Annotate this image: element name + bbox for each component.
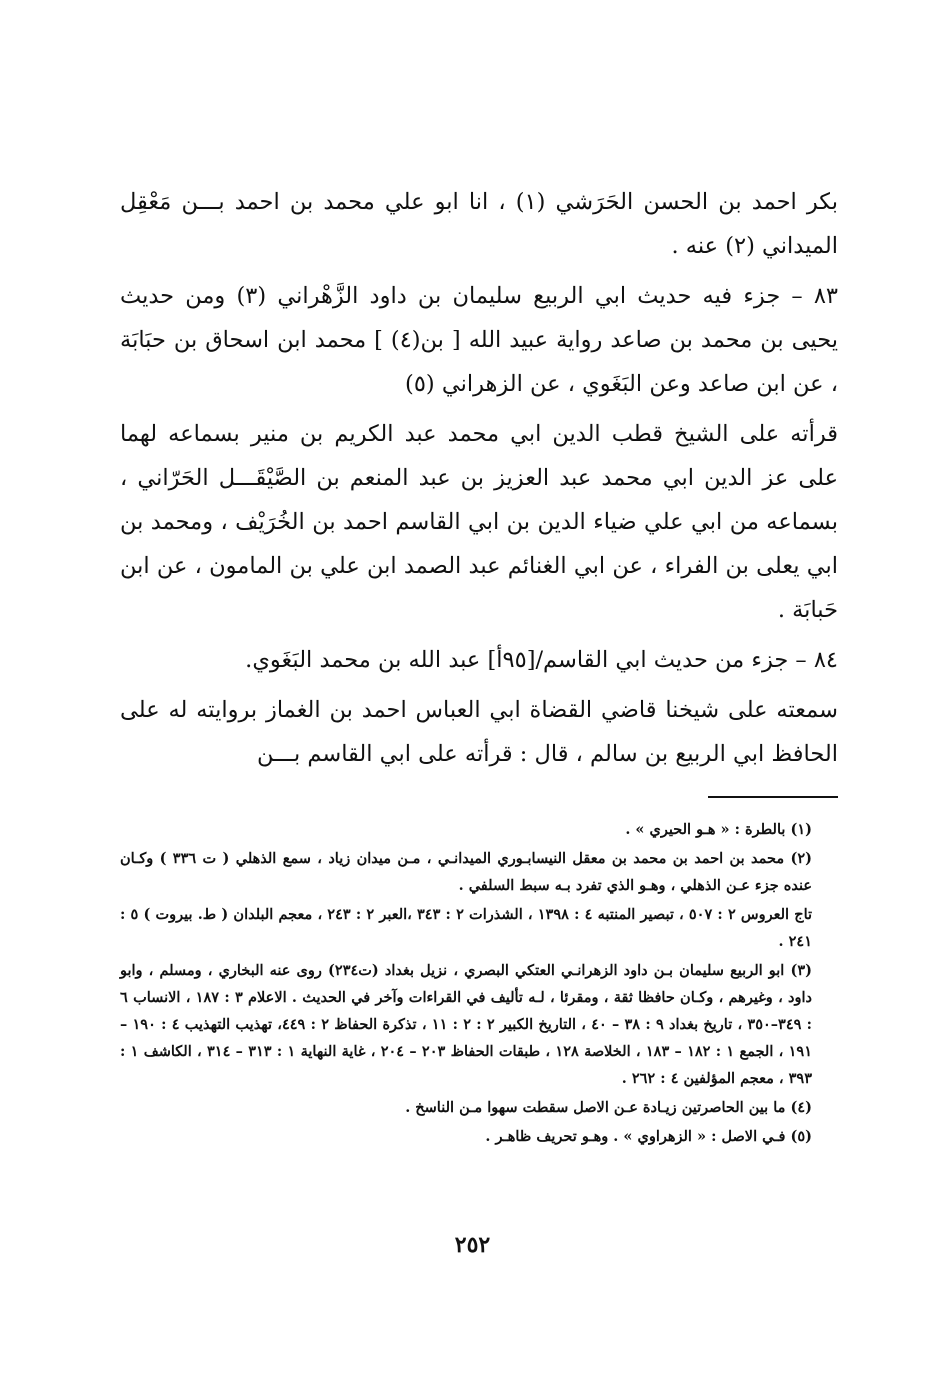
page-number: ٢٥٢ [454, 1232, 491, 1258]
paragraph-continuation: بكر احمد بن الحسن الحَرَشي (١) ، انا ابو علي محمد بن احمد بـــن مَعْقِل الميداني (٢) عنه . [120, 189, 838, 259]
entry-83: ٨٣ – جزء فيه حديث ابي الربيع سليمان بن داود الزَّهْراني (٣) ومن حديث يحيى بن محمد بن صاعد رواية عبيد الله [ بن(٤) ] محمد ابن اسحاق بن حبَابَة ، عن ابن صاعد وعن البَغَوي ، عن الزهراني (٥) [120, 283, 839, 397]
footnote-2-sources: تاج العروس ٢ : ٥٠٧ ، تبصير المنتبه ٤ : ١٣٩٨ ، الشذرات ٢ : ٣٤٣ ،العبر ٢ : ٢٤٣ ، معجم البلدان ( ط. بيروت ) ٥ : ٢٤١ . [120, 906, 813, 950]
footnote-2: (٢) محمد بن احمد بن محمد بن معقل النيسابـوري الميدانـي ، مـن ميدان زياد ، سمع الذهلي ( ت ٣٣٦ ) وكـان عنده جزء عـن الذهلي ، وهـو الذي تفرد بـه سبط السلفي . [120, 850, 812, 894]
entry-84-chain: سمعته على شيخنا قاضي القضاة ابي العباس احمد بن الغماز بروايته له على الحافظ ابي الربيع بن سالم ، قال : قرأته على ابي القاسم بـــن [120, 697, 838, 767]
footnote-4: (٤) ما بين الحاصرتين زيـادة عـن الاصل سقطت سهوا مـن الناسخ . [405, 1099, 812, 1116]
footnote-5: (٥) فـي الاصل : « الزهراوي » . وهـو تحريف ظاهـر . [485, 1128, 812, 1145]
footnote-separator [708, 796, 838, 798]
page-content [120, 180, 838, 1152]
footnote-3: (٣) ابو الربيع سليمان بـن داود الزهرانـي العتكي البصري ، نزيل بغداد (ت٢٣٤) روى عنه البخاري ، ومسلم ، وابو داود ، وغيرهم ، وكـان حافظا ثقة ، ومقرئا ، لـه تأليف في القراءات وآخر في الحديث . الاعلام ٣ : ١٨٧ ، الانساب ٦ : ٣٤٩–٣٥٠ ، تاريخ بغداد ٩ : ٣٨ – ٤٠ ، التاريخ الكبير ٢ : ٢ : ١١ ، تذكرة الحفاظ ٢ : ٤٤٩، تهذيب التهذيب ٤ : ١٩٠ – ١٩١ ، الجمع ١ : ١٨٢ – ١٨٣ ، الخلاصة ١٢٨ ، طبقات الحفاظ ٢٠٣ – ٢٠٤ ، غاية النهاية ١ : ٣١٣ – ٣١٤ ، الكاشف ١ : ٣٩٣ ، معجم المؤلفين ٤ : ٢٦٢ . [120, 962, 813, 1087]
entry-84: ٨٤ – جزء من حديث ابي القاسم/[٩٥أ] عبد الله بن محمد البَغَوي. [245, 647, 838, 673]
footnotes [120, 816, 838, 1150]
entry-83-chain: قرأته على الشيخ قطب الدين ابي محمد عبد الكريم بن منير بسماعه لهما على عز الدين ابي محمد عبد العزيز بن عبد المنعم بن الصَّيْقَـــل الحَرّاني ، بسماعه من ابي علي ضياء الدين بن ابي القاسم احمد بن الخُرَيْف ، ومحمد بن ابي يعلى بن الفراء ، عن ابي الغنائم عبد الصمد ابن علي بن المامون ، عن ابن حَبابَة . [120, 421, 838, 623]
main-text [120, 180, 838, 776]
footnote-1: (١) بالطرة : « هـو الحيري » . [625, 821, 812, 838]
